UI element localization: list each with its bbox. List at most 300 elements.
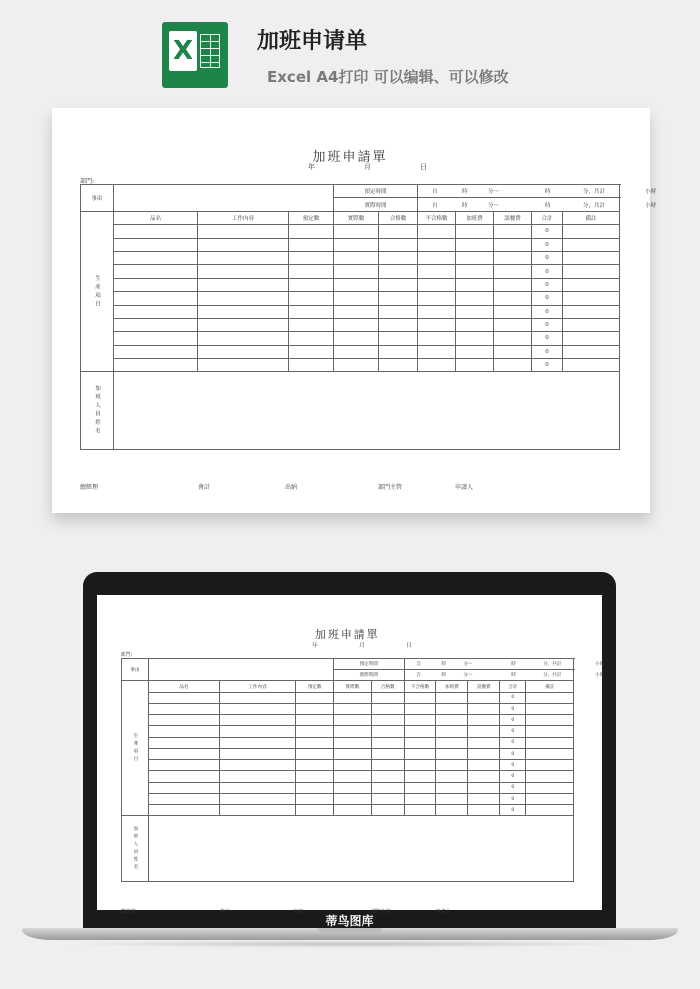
actual-time-label: 實際時間 <box>334 670 405 681</box>
table-cell <box>149 760 220 771</box>
table-cell <box>418 265 456 278</box>
table-cell <box>334 238 379 251</box>
table-cell <box>334 251 379 264</box>
table-row <box>121 816 574 882</box>
table-cell <box>198 251 289 264</box>
table-cell <box>371 793 404 804</box>
total-cell: 0 <box>500 737 526 748</box>
actual-time-range <box>404 670 605 681</box>
table-row <box>121 703 574 714</box>
table-cell <box>456 225 494 238</box>
table-cell <box>379 332 418 345</box>
column-header: 加班費 <box>436 681 468 692</box>
table-cell <box>379 238 418 251</box>
column-header: 合計 <box>532 211 563 224</box>
table-cell <box>563 225 620 238</box>
table-row <box>81 185 620 198</box>
table-cell <box>456 251 494 264</box>
table-cell <box>436 782 468 793</box>
time-min_total-label: 分，共計 <box>543 673 562 679</box>
table-cell <box>436 715 468 726</box>
date-month-label: 月 <box>359 642 365 649</box>
table-cell <box>334 225 379 238</box>
signature-label: 出納 <box>292 909 303 916</box>
table-cell <box>404 692 436 703</box>
table-cell <box>468 793 500 804</box>
table-cell <box>219 715 295 726</box>
table-cell <box>149 726 220 737</box>
table-cell <box>334 305 379 318</box>
table-cell <box>404 805 436 816</box>
table-cell <box>219 703 295 714</box>
excel-x-letter: X <box>169 31 197 71</box>
table-cell <box>149 703 220 714</box>
table-cell <box>296 771 334 782</box>
table-cell <box>334 748 372 759</box>
signature-label: 申請人 <box>455 484 474 491</box>
table-cell <box>149 748 220 759</box>
table-cell <box>468 805 500 816</box>
table-cell <box>334 292 379 305</box>
table-cell <box>149 737 220 748</box>
table-cell <box>114 332 198 345</box>
table-cell <box>334 692 372 703</box>
table-cell <box>379 265 418 278</box>
time-hour2-label: 時 <box>511 662 516 668</box>
time-hour-label: 時 <box>441 673 447 679</box>
column-header: 合計 <box>500 681 526 692</box>
table-row <box>81 318 620 331</box>
table-row <box>81 265 620 278</box>
table-row <box>121 726 574 737</box>
overtime-form-preview <box>120 626 605 916</box>
table-row <box>81 345 620 358</box>
table-cell <box>436 760 468 771</box>
total-cell: 0 <box>532 318 563 331</box>
total-cell: 0 <box>532 292 563 305</box>
table-cell <box>371 748 404 759</box>
table-cell <box>418 238 456 251</box>
project-label: 生產項目 <box>121 681 149 816</box>
table-cell <box>296 793 334 804</box>
table-cell <box>296 760 334 771</box>
laptop-brand: 蒂鸟图库 <box>325 914 374 928</box>
table-cell <box>526 771 574 782</box>
table-row <box>81 211 620 224</box>
table-cell <box>334 265 379 278</box>
table-cell <box>418 345 456 358</box>
table-cell <box>114 251 198 264</box>
table-cell <box>563 345 620 358</box>
table-cell <box>219 793 295 804</box>
actual-time-label: 實際時間 <box>334 198 418 211</box>
table-cell <box>494 225 532 238</box>
table-cell <box>563 305 620 318</box>
planned-time-range <box>418 185 657 198</box>
total-cell: 0 <box>532 238 563 251</box>
form-title: 加班申請單 <box>312 150 388 165</box>
table-cell <box>418 278 456 291</box>
table-cell <box>563 318 620 331</box>
table-cell <box>404 793 436 804</box>
date-day-label: 日 <box>420 163 427 171</box>
time-hours-label: 小時 <box>645 202 657 209</box>
table-cell <box>296 748 334 759</box>
table-cell <box>404 726 436 737</box>
table-cell <box>436 771 468 782</box>
table-cell <box>198 265 289 278</box>
table-cell <box>526 703 574 714</box>
table-cell <box>219 748 295 759</box>
table-cell <box>526 760 574 771</box>
table-cell <box>456 318 494 331</box>
table-row <box>81 238 620 251</box>
time-from-label: 自 <box>432 189 438 196</box>
column-header: 不合格數 <box>418 211 456 224</box>
table-cell <box>418 225 456 238</box>
table-cell <box>494 305 532 318</box>
table-cell <box>198 359 289 372</box>
table-cell <box>379 359 418 372</box>
signature-label: 會計 <box>219 909 230 916</box>
time-from-label: 自 <box>416 673 421 679</box>
table-cell <box>371 726 404 737</box>
table-cell <box>379 292 418 305</box>
column-header: 實際數 <box>334 211 379 224</box>
table-cell <box>456 305 494 318</box>
table-cell <box>404 771 436 782</box>
planned-time-range <box>404 658 605 669</box>
table-cell <box>468 715 500 726</box>
signature-label: 總經理 <box>120 909 136 916</box>
page-title: 加班申请单 <box>257 29 368 54</box>
table-cell <box>114 265 198 278</box>
table-cell <box>219 760 295 771</box>
table-row <box>121 760 574 771</box>
time-hours-label: 小時 <box>595 673 605 679</box>
table-cell <box>219 771 295 782</box>
column-header: 品名 <box>149 681 220 692</box>
total-cell: 0 <box>532 359 563 372</box>
table-cell <box>436 805 468 816</box>
table-cell <box>114 225 198 238</box>
column-header: 合格數 <box>371 681 404 692</box>
table-cell <box>563 278 620 291</box>
table-cell <box>526 793 574 804</box>
table-cell <box>563 238 620 251</box>
dept-label: 部門: <box>120 652 133 659</box>
table-cell <box>289 225 334 238</box>
staff-label: 加班人員姓名 <box>121 816 149 882</box>
table-cell <box>456 238 494 251</box>
form-table <box>80 184 657 450</box>
table-cell <box>371 703 404 714</box>
staff-label: 加班人員姓名 <box>81 372 114 450</box>
table-cell <box>418 251 456 264</box>
table-cell <box>436 737 468 748</box>
column-header: 實際數 <box>334 681 372 692</box>
table-cell <box>371 737 404 748</box>
time-hour2-label: 時 <box>511 673 516 679</box>
time-hour2-label: 時 <box>545 202 551 209</box>
table-cell <box>371 692 404 703</box>
table-cell <box>114 318 198 331</box>
table-cell <box>468 703 500 714</box>
date-year-label: 年 <box>312 642 318 649</box>
total-cell: 0 <box>532 305 563 318</box>
table-cell <box>198 278 289 291</box>
total-cell: 0 <box>532 225 563 238</box>
table-cell <box>296 692 334 703</box>
table-row <box>121 658 574 669</box>
time-hour-label: 時 <box>462 202 468 209</box>
signature-label: 總經理 <box>80 484 99 491</box>
table-cell <box>418 318 456 331</box>
form-title: 加班申請單 <box>315 628 380 642</box>
page-subtitle: Excel A4打印 可以编辑、可以修改 <box>267 68 509 86</box>
table-cell <box>334 782 372 793</box>
column-header: 備註 <box>563 211 620 224</box>
table-cell <box>456 359 494 372</box>
table-cell <box>371 782 404 793</box>
table-cell <box>468 692 500 703</box>
table-cell <box>334 737 372 748</box>
planned-time-label: 預定時間 <box>334 185 418 198</box>
table-cell <box>404 748 436 759</box>
date-day-label: 日 <box>406 642 412 649</box>
table-cell <box>436 793 468 804</box>
reason-value <box>114 185 334 212</box>
total-cell: 0 <box>500 715 526 726</box>
table-row <box>121 771 574 782</box>
table-cell <box>371 760 404 771</box>
column-header: 合格數 <box>379 211 418 224</box>
total-cell: 0 <box>500 805 526 816</box>
table-cell <box>379 225 418 238</box>
column-header: 不合格數 <box>404 681 436 692</box>
table-cell <box>494 292 532 305</box>
excel-grid-icon <box>200 34 220 68</box>
table-cell <box>114 305 198 318</box>
overtime-form <box>80 146 657 491</box>
table-row <box>121 692 574 703</box>
column-header: 誤餐費 <box>494 211 532 224</box>
table-cell <box>198 238 289 251</box>
table-cell <box>563 359 620 372</box>
table-cell <box>219 805 295 816</box>
time-min_total-label: 分，共計 <box>583 202 606 209</box>
table-cell <box>114 292 198 305</box>
column-header: 誤餐費 <box>468 681 500 692</box>
table-cell <box>198 225 289 238</box>
actual-time-range <box>418 198 657 211</box>
time-hour-label: 時 <box>462 189 468 196</box>
table-cell <box>494 251 532 264</box>
table-cell <box>289 318 334 331</box>
table-cell <box>289 238 334 251</box>
table-cell <box>296 805 334 816</box>
table-row <box>81 292 620 305</box>
excel-icon <box>162 22 228 88</box>
time-min_to-label: 分～ <box>488 202 500 209</box>
reason-label: 事由 <box>121 658 149 681</box>
total-cell: 0 <box>532 265 563 278</box>
staff-names <box>114 372 620 450</box>
planned-time-label: 預定時間 <box>334 658 405 669</box>
table-row <box>121 805 574 816</box>
laptop-screen <box>97 595 605 916</box>
table-row <box>121 782 574 793</box>
table-cell <box>114 278 198 291</box>
table-cell <box>468 748 500 759</box>
table-cell <box>198 345 289 358</box>
table-cell <box>289 265 334 278</box>
table-cell <box>456 278 494 291</box>
table-cell <box>296 715 334 726</box>
table-cell <box>526 782 574 793</box>
time-hours-label: 小時 <box>645 189 657 196</box>
table-cell <box>418 332 456 345</box>
table-cell <box>404 782 436 793</box>
reason-label: 事由 <box>81 185 114 212</box>
table-cell <box>334 760 372 771</box>
time-from-label: 自 <box>416 662 421 668</box>
table-cell <box>456 345 494 358</box>
table-cell <box>526 805 574 816</box>
table-cell <box>456 265 494 278</box>
table-row <box>81 251 620 264</box>
reason-value <box>149 658 334 681</box>
table-cell <box>289 305 334 318</box>
table-cell <box>494 278 532 291</box>
date-year-label: 年 <box>308 163 315 171</box>
time-hours-label: 小時 <box>595 662 605 668</box>
table-cell <box>334 359 379 372</box>
table-cell <box>334 278 379 291</box>
time-from-label: 自 <box>432 202 438 209</box>
total-cell: 0 <box>500 703 526 714</box>
total-cell: 0 <box>500 782 526 793</box>
time-min_to-label: 分～ <box>463 662 473 668</box>
table-cell <box>334 726 372 737</box>
table-row <box>121 793 574 804</box>
table-cell <box>436 692 468 703</box>
table-row <box>81 278 620 291</box>
table-cell <box>289 332 334 345</box>
table-cell <box>468 726 500 737</box>
table-cell <box>219 692 295 703</box>
table-cell <box>296 782 334 793</box>
table-row <box>121 715 574 726</box>
table-cell <box>149 692 220 703</box>
table-cell <box>494 265 532 278</box>
table-cell <box>334 318 379 331</box>
column-header: 工作內容 <box>198 211 289 224</box>
table-cell <box>334 345 379 358</box>
table-cell <box>114 359 198 372</box>
table-cell <box>436 726 468 737</box>
table-cell <box>526 726 574 737</box>
table-cell <box>468 737 500 748</box>
table-cell <box>494 238 532 251</box>
table-cell <box>149 715 220 726</box>
table-cell <box>418 305 456 318</box>
laptop-shadow <box>60 940 640 948</box>
table-row <box>121 748 574 759</box>
laptop-notch <box>318 928 382 933</box>
column-header: 預定數 <box>289 211 334 224</box>
column-header: 工作內容 <box>219 681 295 692</box>
date-month-label: 月 <box>364 163 371 171</box>
table-row <box>121 681 574 692</box>
table-cell <box>289 251 334 264</box>
table-cell <box>149 793 220 804</box>
table-cell <box>114 238 198 251</box>
table-cell <box>494 345 532 358</box>
signature-label: 申請人 <box>435 909 451 916</box>
table-cell <box>526 715 574 726</box>
total-cell: 0 <box>532 332 563 345</box>
table-cell <box>418 292 456 305</box>
time-min_to-label: 分～ <box>463 673 473 679</box>
column-header: 品名 <box>114 211 198 224</box>
form-sheet <box>52 108 657 513</box>
table-cell <box>149 782 220 793</box>
table-cell <box>371 805 404 816</box>
table-row <box>81 332 620 345</box>
total-cell: 0 <box>532 251 563 264</box>
table-cell <box>379 251 418 264</box>
total-cell: 0 <box>500 771 526 782</box>
table-cell <box>289 292 334 305</box>
table-cell <box>468 760 500 771</box>
table-cell <box>149 805 220 816</box>
table-cell <box>456 292 494 305</box>
table-cell <box>334 771 372 782</box>
total-cell: 0 <box>500 748 526 759</box>
table-cell <box>198 292 289 305</box>
signature-label: 會計 <box>198 484 211 491</box>
signature-label: 部門主管 <box>378 484 403 491</box>
table-cell <box>114 345 198 358</box>
table-cell <box>468 771 500 782</box>
table-cell <box>563 251 620 264</box>
table-cell <box>219 782 295 793</box>
table-cell <box>456 332 494 345</box>
table-cell <box>334 332 379 345</box>
total-cell: 0 <box>532 278 563 291</box>
total-cell: 0 <box>500 793 526 804</box>
table-cell <box>296 703 334 714</box>
table-cell <box>334 805 372 816</box>
table-cell <box>404 715 436 726</box>
signature-label: 出納 <box>285 484 298 491</box>
table-cell <box>289 345 334 358</box>
table-cell <box>334 703 372 714</box>
time-min_total-label: 分，共計 <box>543 662 562 668</box>
table-row <box>81 372 620 450</box>
table-cell <box>563 292 620 305</box>
table-cell <box>289 278 334 291</box>
table-row <box>81 225 620 238</box>
column-header: 加班費 <box>456 211 494 224</box>
table-cell <box>198 305 289 318</box>
table-cell <box>526 737 574 748</box>
time-hour2-label: 時 <box>545 189 551 196</box>
time-min_total-label: 分，共計 <box>583 189 606 196</box>
table-cell <box>219 726 295 737</box>
table-cell <box>526 692 574 703</box>
